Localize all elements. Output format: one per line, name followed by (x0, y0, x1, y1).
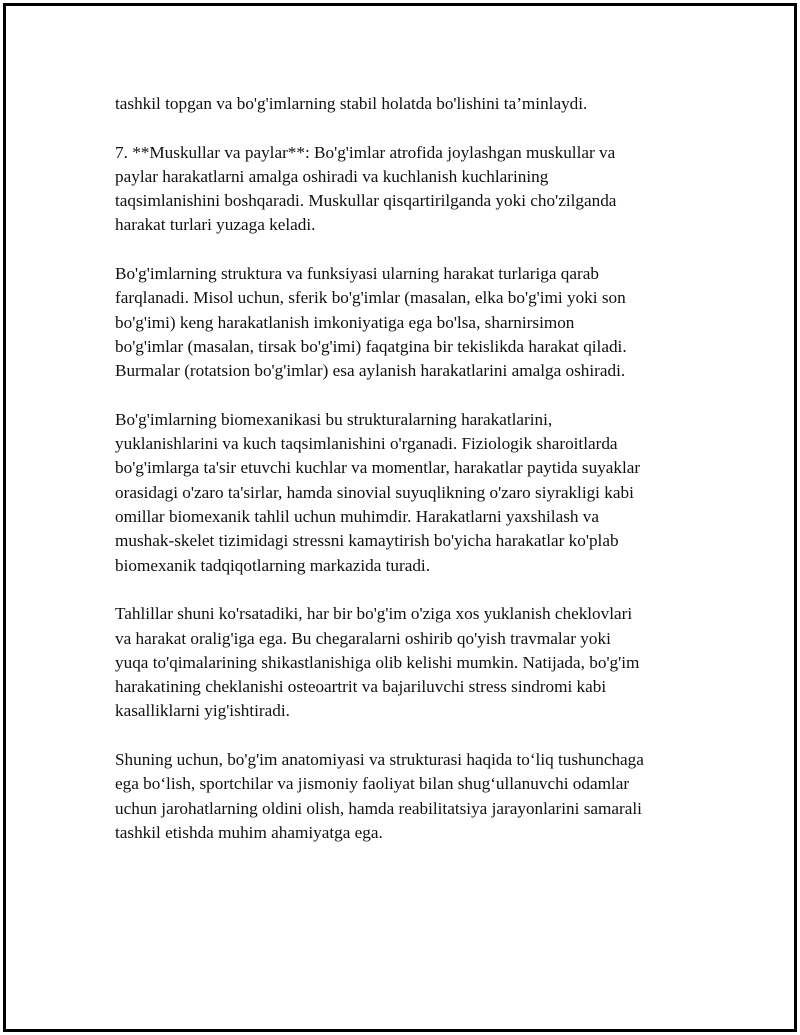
paragraph-analysis (115, 602, 675, 723)
text-line: Bo'g'imlarning struktura va funksiyasi ularning harakat turlariga qarab (115, 264, 599, 284)
paragraph-continuation (115, 92, 675, 116)
text-line: biomexanik tadqiqotlarning markazida turadi. (115, 555, 431, 575)
text-line: yuqa to'qimalarining shikastlanishiga olib kelishi mumkin. Natijada, bo'g'im (115, 652, 640, 672)
text-line: bo'g'imlarga ta'sir etuvchi kuchlar va momentlar, harakatlar paytida suyaklar (115, 458, 641, 478)
text-line: Tahlillar shuni ko'rsatadiki, har bir bo'g'im o'ziga xos yuklanish cheklovlari (115, 604, 633, 624)
text-line: 7. **Muskullar va paylar**: Bo'g'imlar atrofida joylashgan muskullar va (115, 142, 616, 162)
document-body (115, 92, 675, 870)
paragraph-muscles-ligaments (115, 141, 675, 238)
text-line: tashkil topgan va bo'g'imlarning stabil holatda bo'lishini ta’minlaydi. (115, 94, 588, 113)
paragraph-joint-types (115, 262, 675, 383)
text-line: paylar harakatlarni amalga oshiradi va kuchlanish kuchlarining (115, 166, 549, 186)
text-line: bo'g'imlar (masalan, tirsak bo'g'imi) faqatgina bir tekislikda harakat qiladi. (115, 336, 627, 356)
text-line: omillar biomexanik tahlil uchun muhimdir. Harakatlarni yaxshilash va (115, 507, 600, 527)
text-line: taqsimlanishini boshqaradi. Muskullar qisqartirilganda yoki cho'zilganda (115, 191, 617, 211)
text-line: yuklanishlarini va kuch taqsimlanishini o'rganadi. Fiziologik sharoitlarda (115, 434, 618, 454)
text-line: bo'g'imi) keng harakatlanish imkoniyatiga ega bo'lsa, sharnirsimon (115, 312, 575, 332)
text-line: ega bo‘lish, sportchilar va jismoniy faoliyat bilan shug‘ullanuvchi odamlar (115, 774, 630, 794)
text-line: mushak-skelet tizimidagi stressni kamaytirish bo'yicha harakatlar ko'plab (115, 531, 619, 551)
text-line: farqlanadi. Misol uchun, sferik bo'g'imlar (masalan, elka bo'g'imi yoki son (115, 288, 626, 308)
text-line: Bo'g'imlarning biomexanikasi bu strukturalarning harakatlarini, (115, 409, 553, 429)
text-line: kasalliklarni yig'ishtiradi. (115, 701, 290, 721)
text-line: va harakat oralig'iga ega. Bu chegaralarni oshirib qo'yish travmalar yoki (115, 628, 611, 648)
text-line: Burmalar (rotatsion bo'g'imlar) esa aylanish harakatlarini amalga oshiradi. (115, 361, 626, 381)
text-line: harakat turlari yuzaga keladi. (115, 215, 316, 235)
text-line: harakatining cheklanishi osteoartrit va bajariluvchi stress sindromi kabi (115, 677, 607, 697)
paragraph-biomechanics (115, 408, 675, 578)
text-line: Shuning uchun, bo'g'im anatomiyasi va strukturasi haqida to‘liq tushunchaga (115, 750, 644, 770)
text-line: orasidagi o'zaro ta'sirlar, hamda sinovial suyuqlikning o'zaro siyrakligi kabi (115, 482, 634, 502)
text-line: tashkil etishda muhim ahamiyatga ega. (115, 822, 383, 842)
text-line: uchun jarohatlarning oldini olish, hamda reabilitatsiya jarayonlarini samarali (115, 798, 642, 818)
paragraph-conclusion (115, 748, 675, 845)
